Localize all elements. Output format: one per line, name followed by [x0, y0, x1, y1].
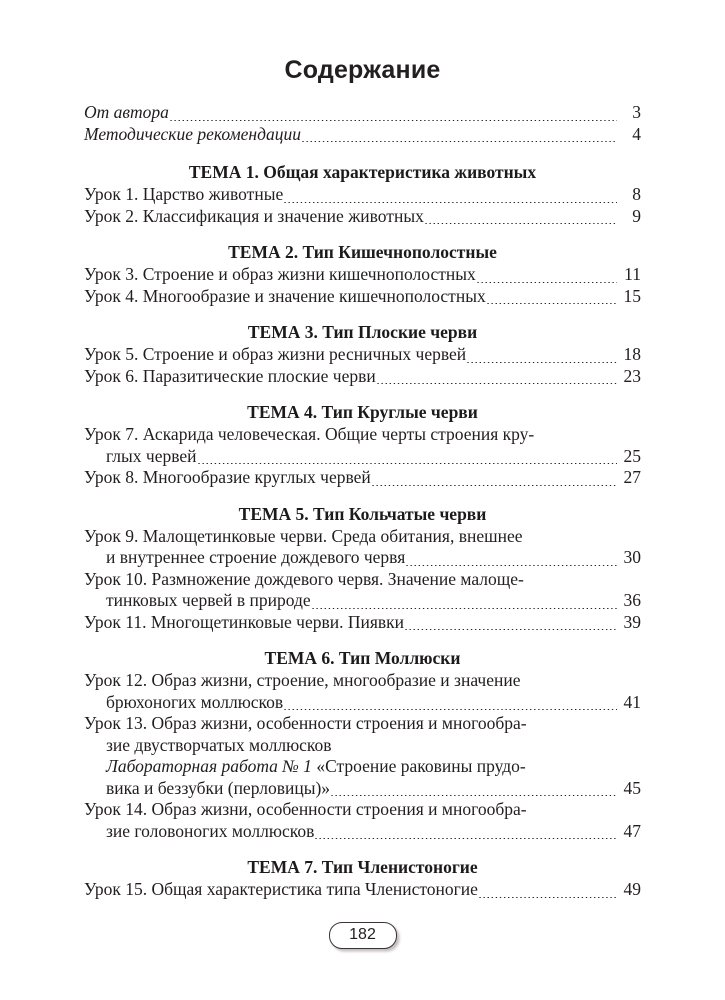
toc-entry[interactable] — [84, 799, 641, 821]
toc-entry[interactable] — [84, 879, 641, 901]
toc-entry-label: зие головоногих моллюсков — [106, 820, 315, 841]
theme-heading: ТЕМА 1. Общая характеристика животных — [188, 162, 537, 182]
dot-leader — [486, 290, 617, 307]
dot-leader — [371, 472, 617, 489]
toc-page-number: 49 — [623, 879, 641, 899]
lab-work-label: Лабораторная работа № 1 — [106, 756, 312, 776]
toc-entry[interactable] — [84, 756, 641, 778]
toc-entry-label: глых червей — [106, 445, 197, 466]
toc-page-number: 30 — [623, 547, 641, 567]
dot-leader — [424, 210, 617, 227]
toc-entry-label: Методические рекомендации — [84, 123, 301, 144]
theme-heading: ТЕМА 6. Тип Моллюски — [264, 648, 461, 668]
toc-entry-label: Урок 7. Аскарида человеческая. Общие черты строения кру- — [84, 424, 535, 444]
toc-entry-label: и внутреннее строение дождевого червя — [106, 547, 406, 567]
toc-entry[interactable] — [84, 590, 641, 612]
toc-entry[interactable] — [84, 124, 641, 146]
dot-leader — [330, 782, 617, 799]
toc-entry[interactable] — [84, 102, 641, 124]
dot-leader — [478, 884, 617, 901]
toc-entry-label: Урок 15. Общая характеристика типа Членистоногие — [84, 879, 478, 899]
toc-page-number: 9 — [632, 205, 641, 226]
toc-entry-label: Урок 6. Паразитические плоские черви — [84, 365, 376, 386]
theme-heading: ТЕМА 5. Тип Кольчатые черви — [238, 503, 487, 524]
toc-entry[interactable] — [84, 467, 641, 489]
theme-heading: ТЕМА 7. Тип Членистоногие — [247, 857, 478, 877]
toc-entry-label: От автора — [84, 102, 169, 122]
toc-entry[interactable] — [84, 612, 641, 634]
toc-entry-label — [84, 756, 526, 778]
theme-heading: ТЕМА 4. Тип Круглые черви — [247, 402, 478, 422]
dot-leader — [283, 696, 617, 713]
toc-entry[interactable] — [84, 184, 641, 206]
dot-leader — [169, 107, 617, 124]
toc-entry[interactable] — [84, 264, 641, 286]
toc-entry-label: Урок 3. Строение и образ жизни кишечнополостных — [84, 264, 476, 284]
toc-entry-label: Урок 13. Образ жизни, особенности строения и многообра- — [84, 713, 527, 733]
toc-page-number: 23 — [623, 365, 641, 386]
page-number-footer — [0, 922, 725, 949]
theme-heading: ТЕМА 3. Тип Плоские черви — [247, 322, 478, 342]
toc-entry-label: Урок 12. Образ жизни, строение, многообразие и значение — [84, 670, 521, 690]
toc-entry-label: вика и беззубки (перловицы)» — [106, 777, 331, 798]
toc-entry-list — [84, 102, 641, 901]
dot-leader — [476, 269, 617, 286]
toc-entry-label: тинковых червей в природе — [106, 590, 311, 610]
dot-leader — [404, 616, 617, 633]
dot-leader — [526, 761, 640, 778]
dot-leader — [527, 804, 640, 821]
toc-page-number: 3 — [632, 102, 641, 122]
toc-entry-label: Урок 10. Размножение дождевого червя. Значение малоще- — [84, 568, 524, 589]
dot-leader — [523, 530, 641, 547]
dot-leader — [314, 825, 617, 842]
toc-entry-label: Урок 8. Многообразие круглых червей — [84, 467, 371, 487]
toc-entry-label: Урок 11. Многощетинковые черви. Пиявки — [84, 611, 405, 632]
toc-page-number: 36 — [623, 590, 641, 610]
toc-page-number: 41 — [623, 691, 641, 712]
toc-entry-label: Урок 4. Многообразие и значение кишечнополостных — [84, 285, 486, 306]
toc-page-number: 8 — [632, 184, 641, 204]
toc-page-number: 45 — [623, 777, 641, 798]
lab-work-title: «Строение раковины прудо- — [311, 756, 526, 776]
toc-page-number: 47 — [623, 820, 641, 841]
toc-entry-label: Урок 1. Царство животные — [84, 184, 284, 204]
dot-leader — [405, 552, 617, 569]
page-title: Содержание — [284, 56, 441, 84]
page-number-badge: 182 — [329, 922, 397, 949]
dot-leader — [301, 128, 617, 145]
toc-entry-label: Урок 5. Строение и образ жизни ресничных червей — [84, 344, 467, 364]
toc-entry[interactable] — [84, 569, 641, 591]
toc-entry[interactable] — [84, 526, 641, 548]
dot-leader — [520, 675, 640, 692]
toc-page-number: 25 — [623, 445, 641, 466]
dot-leader — [197, 450, 617, 467]
toc-page-number: 39 — [623, 611, 641, 632]
toc-entry[interactable] — [84, 424, 641, 446]
theme-heading: ТЕМА 2. Тип Кишечнополостные — [228, 242, 497, 262]
dot-leader — [534, 429, 640, 446]
toc-page-number: 11 — [624, 264, 641, 284]
toc-entry-label: Урок 14. Образ жизни, особенности строения и многообра- — [84, 799, 527, 819]
toc-page-number: 4 — [632, 123, 641, 144]
toc-entry[interactable] — [84, 286, 641, 308]
toc-entry[interactable] — [84, 344, 641, 366]
toc-entry-label: зие двустворчатых моллюсков — [106, 734, 332, 755]
toc-entry[interactable] — [84, 713, 641, 735]
dot-leader — [311, 595, 617, 612]
toc-entry[interactable] — [84, 206, 641, 228]
toc-entry[interactable] — [84, 821, 641, 843]
dot-leader — [283, 189, 617, 206]
dot-leader — [527, 718, 640, 735]
dot-leader — [524, 573, 640, 590]
dot-leader — [376, 370, 617, 387]
toc-page-number: 15 — [623, 285, 641, 306]
toc-entry[interactable] — [84, 547, 641, 569]
toc-entry[interactable] — [84, 778, 641, 800]
toc-entry-label: Урок 2. Классификация и значение животных — [84, 205, 424, 226]
toc-entry[interactable] — [84, 692, 641, 714]
toc-entry-label: Урок 9. Малощетинковые черви. Среда обитания, внешнее — [84, 525, 523, 546]
dot-leader — [332, 739, 640, 756]
toc-page-number: 18 — [623, 344, 641, 364]
toc-entry[interactable] — [84, 735, 641, 757]
toc-entry[interactable] — [84, 670, 641, 692]
toc-page-number: 27 — [623, 467, 641, 487]
toc-entry[interactable] — [84, 446, 641, 468]
toc-entry-label: брюхоногих моллюсков — [106, 691, 284, 712]
toc-entry[interactable] — [84, 366, 641, 388]
dot-leader — [466, 349, 617, 366]
